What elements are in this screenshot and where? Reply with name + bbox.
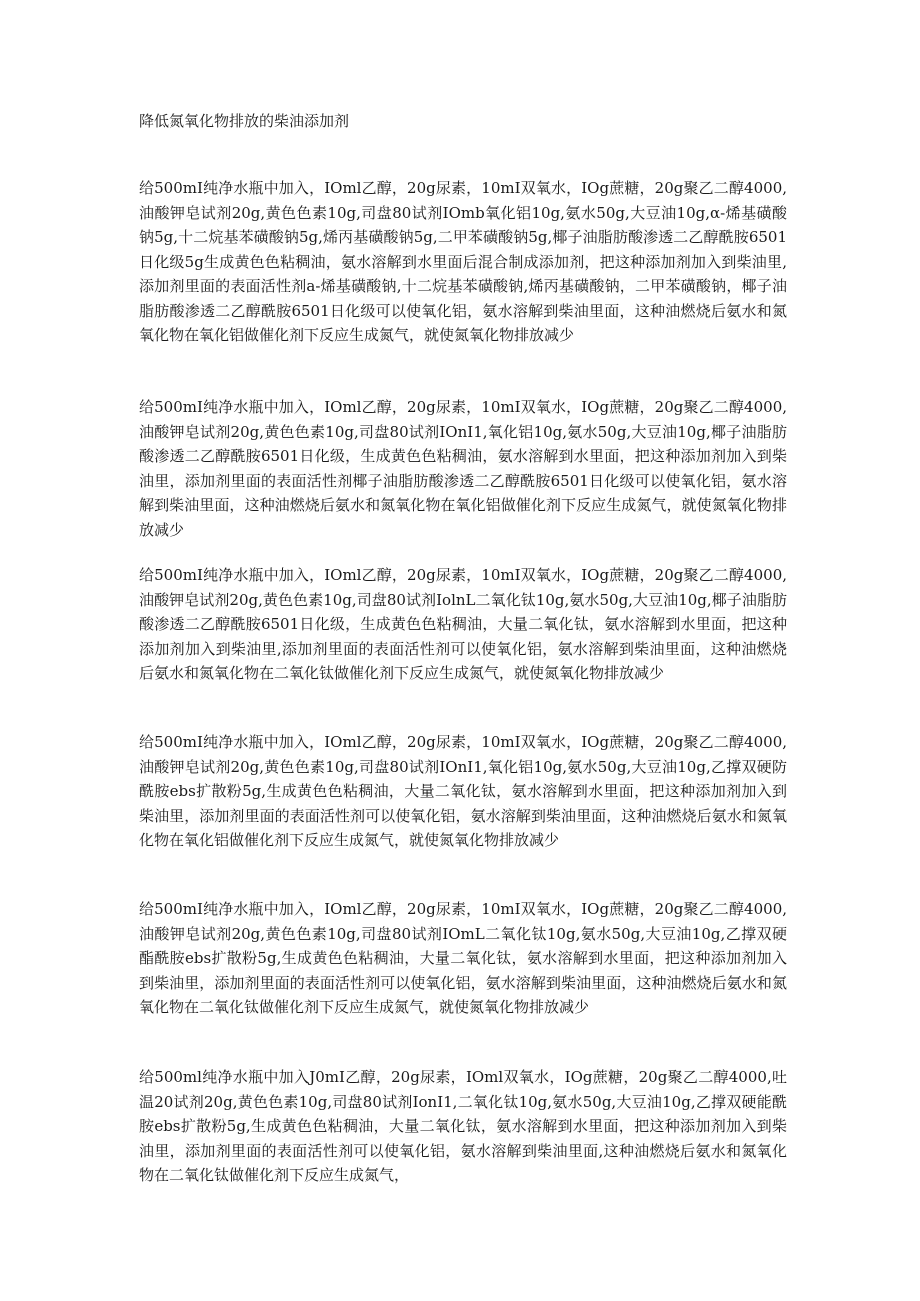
paragraph-4: 给500mI纯净水瓶中加入，IOml乙醇，20g尿素，10mI双氧水，IOg蔗糖，20g聚乙二醇4000,油酸钾皂试剂20g,黄色色素10g,司盘80试剂IOnI1,氧化铝10g,氨水50g,大豆油10g,乙撑双硬防酰胺ebs扩散粉5g,生成黄色色粘稠油，大量二氧化钛，氨水溶解到水里面，把这种添加剂加入到柴油里，添加剂里面的表面活性剂可以使氧化铝，氨水溶解到柴油里面，这种油燃烧后氨水和氮氧化物在氧化铝做催化剂下反应生成氮气，就使氮氧化物排放减少 xyxy=(139,733,787,849)
paragraph-2: 给500mI纯净水瓶中加入，IOml乙醇，20g尿素，10mI双氧水，IOg蔗糖，20g聚乙二醇4000,油酸钾皂试剂20g,黄色色素10g,司盘80试剂IOnI1,氧化铝10g,氨水50g,大豆油10g,椰子油脂肪酸渗透二乙醇酰胺6501日化级，生成黄色色粘稠油，氨水溶解到水里面，把这种添加剂加入到柴油里，添加剂里面的表面活性剂椰子油脂肪酸渗透二乙醇酰胺6501日化级可以使氧化铝，氨水溶解到柴油里面，这种油燃烧后氨水和氮氧化物在氧化铝做催化剂下反应生成氮气，就使氮氧化物排放减少 xyxy=(139,398,787,539)
paragraph-1: 给500mI纯净水瓶中加入，IOml乙醇，20g尿素，10mI双氧水，IOg蔗糖，20g聚乙二醇4000,油酸钾皂试剂20g,黄色色素10g,司盘80试剂IOmb氧化铝10g,氨水50g,大豆油10g,α-烯基磺酸钠5g,十二烷基苯磺酸钠5g,烯丙基磺酸钠5g,二甲苯磺酸钠5g,椰子油脂肪酸渗透二乙醇酰胺6501日化级5g生成黄色色粘稠油，氨水溶解到水里面后混合制成添加剂，把这种添加剂加入到柴油里,添加剂里面的表面活性剂a-烯基磺酸钠,十二烷基苯磺酸钠,烯丙基磺酸钠，二甲苯磺酸钠，椰子油脂肪酸渗透二乙醇酰胺6501日化级可以使氧化铝，氨水溶解到柴油里面，这种油燃烧后氨水和氮氧化物在氧化铝做催化剂下反应生成氮气，就使氮氧化物排放减少 xyxy=(139,179,787,344)
paragraph-3: 给500mI纯净水瓶中加入，IOml乙醇，20g尿素，10mI双氧水，IOg蔗糖，20g聚乙二醇4000,油酸钾皂试剂20g,黄色色素10g,司盘80试剂IolnL二氧化钛10g,氨水50g,大豆油10g,椰子油脂肪酸渗透二乙醇酰胺6501日化级，生成黄色色粘稠油，大量二氧化钛，氨水溶解到水里面，把这种添加剂加入到柴油里,添加剂里面的表面活性剂可以使氧化铝，氨水溶解到柴油里面，这种油燃烧后氨水和氮氧化物在二氧化钛做催化剂下反应生成氮气，就使氮氧化物排放减少 xyxy=(139,566,787,682)
paragraph-5: 给500mI纯净水瓶中加入，IOml乙醇，20g尿素，10mI双氧水，IOg蔗糖，20g聚乙二醇4000,油酸钾皂试剂20g,黄色色素10g,司盘80试剂IOmL二氧化钛10g,氨水50g,大豆油10g,乙撑双硬酯酰胺ebs扩散粉5g,生成黄色色粘稠油，大量二氧化钛，氨水溶解到水里面，把这种添加剂加入到柴油里，添加剂里面的表面活性剂可以使氧化铝，氨水溶解到柴油里面，这种油燃烧后氨水和氮氧化物在二氧化钛做催化剂下反应生成氮气，就使氮氧化物排放减少 xyxy=(139,900,787,1016)
document-page xyxy=(139,0,787,1301)
paragraph-6: 给500ml纯净水瓶中加入J0mI乙醇，20g尿素，IOml双氧水，IOg蔗糖，20g聚乙二醇4000,吐温20试剂20g,黄色色素10g,司盘80试剂IonI1,二氧化钛10g,氨水50g,大豆油10g,乙撑双硬能酰胺ebs扩散粉5g,生成黄色色粘稠油，大量二氧化钛，氨水溶解到水里面，把这种添加剂加入到柴油里，添加剂里面的表面活性剂可以使氧化铝，氨水溶解到柴油里面,这种油燃烧后氨水和氮氧化物在二氧化钛做催化剂下反应生成氮气， xyxy=(139,1068,787,1184)
document-title: 降低氮氧化物排放的柴油添加剂 xyxy=(139,112,350,130)
